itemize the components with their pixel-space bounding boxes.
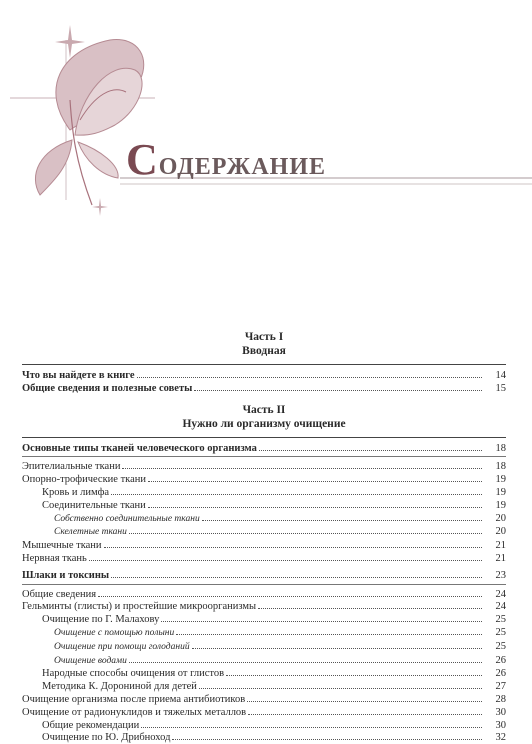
toc-entry-page: 24: [495, 601, 506, 613]
page-title: [126, 134, 326, 185]
toc-entry-title: Шлаки и токсины: [22, 569, 110, 581]
toc-entry-title: Очищение при помощи голоданий: [54, 641, 190, 652]
dot-leader: [202, 512, 482, 521]
toc-entry-page: 23: [495, 569, 506, 581]
toc-entry-page: 26: [495, 668, 506, 680]
dot-leader: [122, 460, 482, 469]
toc-entry-page: 25: [495, 626, 506, 638]
toc-entry-page: 18: [495, 442, 506, 454]
toc-entry[interactable]: [22, 369, 506, 382]
dot-leader: [258, 600, 482, 609]
dot-leader: [129, 654, 482, 663]
toc-entry-page: 26: [495, 654, 506, 666]
title-rest: ОДЕРЖАНИЕ: [158, 154, 326, 180]
toc-entry-page: 28: [495, 693, 506, 705]
toc-entry[interactable]: [22, 486, 506, 499]
toc-entry[interactable]: [22, 731, 506, 744]
toc-entry-page: 32: [495, 732, 506, 744]
dot-leader: [199, 680, 482, 689]
toc-entry[interactable]: [22, 667, 506, 680]
toc-entry-page: 21: [495, 540, 506, 552]
dot-leader: [176, 626, 482, 635]
dot-leader: [192, 640, 482, 649]
toc-entry[interactable]: [22, 600, 506, 613]
toc-entry[interactable]: [22, 512, 506, 526]
table-of-contents: [22, 330, 506, 744]
toc-container: [22, 330, 506, 744]
toc-entry[interactable]: [22, 539, 506, 552]
toc-entry-title: Кровь и лимфа: [42, 486, 110, 498]
spacer: [22, 395, 506, 403]
toc-entry[interactable]: [22, 680, 506, 693]
toc-entry[interactable]: [22, 588, 506, 601]
dot-leader: [194, 382, 482, 391]
flower-ornament-icon: [0, 0, 532, 250]
toc-entry-page: 30: [495, 706, 506, 718]
part-heading: [22, 330, 506, 358]
divider: [22, 584, 506, 585]
toc-entry[interactable]: [22, 473, 506, 486]
dot-leader: [259, 442, 482, 451]
toc-entry-title: Очищение водами: [54, 655, 127, 666]
toc-entry-title: Очищение от радионуклидов и тяжелых металлов: [22, 706, 247, 718]
dot-leader: [247, 693, 482, 702]
toc-entry-page: 18: [495, 461, 506, 473]
toc-entry-title: Очищение по Г. Малахову: [42, 614, 160, 626]
toc-entry-title: Общие сведения: [22, 588, 97, 600]
dot-leader: [172, 731, 482, 740]
dot-leader: [248, 706, 482, 715]
dot-leader: [137, 369, 482, 378]
toc-entry-page: 19: [495, 486, 506, 498]
toc-entry-page: 24: [495, 588, 506, 600]
title-initial: С: [126, 135, 159, 184]
toc-entry-page: 20: [495, 526, 506, 538]
toc-entry[interactable]: [22, 640, 506, 654]
dot-leader: [104, 539, 482, 548]
dot-leader: [148, 499, 482, 508]
toc-entry-page: 21: [495, 552, 506, 564]
toc-entry[interactable]: [22, 719, 506, 732]
dot-leader: [111, 486, 482, 495]
toc-entry[interactable]: [22, 499, 506, 512]
dot-leader: [98, 588, 482, 597]
toc-entry-title: Методика К. Дорониной для детей: [42, 681, 197, 693]
toc-entry-title: Собственно соединительные ткани: [54, 513, 200, 524]
dot-leader: [226, 667, 482, 676]
toc-entry[interactable]: [22, 693, 506, 706]
part-number: Часть I: [244, 331, 284, 343]
toc-entry-page: 14: [495, 370, 506, 381]
toc-entry-title: Народные способы очищения от глистов: [42, 668, 225, 680]
toc-entry-title: Гельминты (глисты) и простейшие микроорганизмы: [22, 601, 257, 613]
toc-entry-title: Основные типы тканей человеческого организма: [22, 442, 257, 454]
toc-entry[interactable]: [22, 525, 506, 539]
toc-entry-title: Очищение организма после приема антибиотиков: [22, 693, 246, 705]
toc-entry-page: 25: [495, 640, 506, 652]
toc-entry[interactable]: [22, 569, 506, 582]
part-name: Вводная: [242, 345, 286, 357]
part-number: Часть II: [242, 403, 286, 416]
toc-entry[interactable]: [22, 654, 506, 668]
toc-entry[interactable]: [22, 442, 506, 455]
part-name: Нужно ли организму очищение: [182, 417, 346, 430]
toc-entry-title: Эпителиальные ткани: [22, 461, 121, 473]
toc-entry[interactable]: [22, 382, 506, 395]
toc-entry-page: 27: [495, 681, 506, 693]
toc-entry-page: 20: [495, 512, 506, 524]
divider: [22, 364, 506, 365]
toc-entry-title: Что вы найдете в книге: [22, 370, 135, 381]
toc-entry[interactable]: [22, 706, 506, 719]
part-heading: [22, 403, 506, 431]
toc-entry-title: Очищение с помощью полыни: [54, 627, 175, 638]
toc-entry-page: 19: [495, 499, 506, 511]
toc-entry-title: Опорно-трофические ткани: [22, 474, 147, 486]
toc-entry-title: Скелетные ткани: [54, 527, 127, 538]
divider: [22, 437, 506, 438]
toc-entry[interactable]: [22, 552, 506, 565]
toc-entry-title: Нервная ткань: [22, 552, 87, 564]
toc-entry-page: 30: [495, 719, 506, 731]
toc-entry-page: 25: [495, 614, 506, 626]
dot-leader: [141, 719, 482, 728]
dot-leader: [129, 525, 482, 534]
dot-leader: [161, 613, 482, 622]
toc-entry-title: Очищение по Ю. Дрибноход: [42, 732, 171, 744]
toc-entry-title: Мышечные ткани: [22, 540, 102, 552]
dot-leader: [111, 569, 482, 578]
toc-entry-title: Соединительные ткани: [42, 499, 146, 511]
toc-entry-title: Общие рекомендации: [42, 719, 140, 731]
toc-entry[interactable]: [22, 613, 506, 626]
toc-entry-page: 19: [495, 474, 506, 486]
toc-entry[interactable]: [22, 460, 506, 473]
toc-entry-page: 15: [495, 382, 506, 394]
divider: [22, 456, 506, 457]
dot-leader: [148, 473, 482, 482]
dot-leader: [89, 552, 482, 561]
toc-entry[interactable]: [22, 626, 506, 640]
toc-entry-title: Общие сведения и полезные советы: [22, 382, 193, 394]
